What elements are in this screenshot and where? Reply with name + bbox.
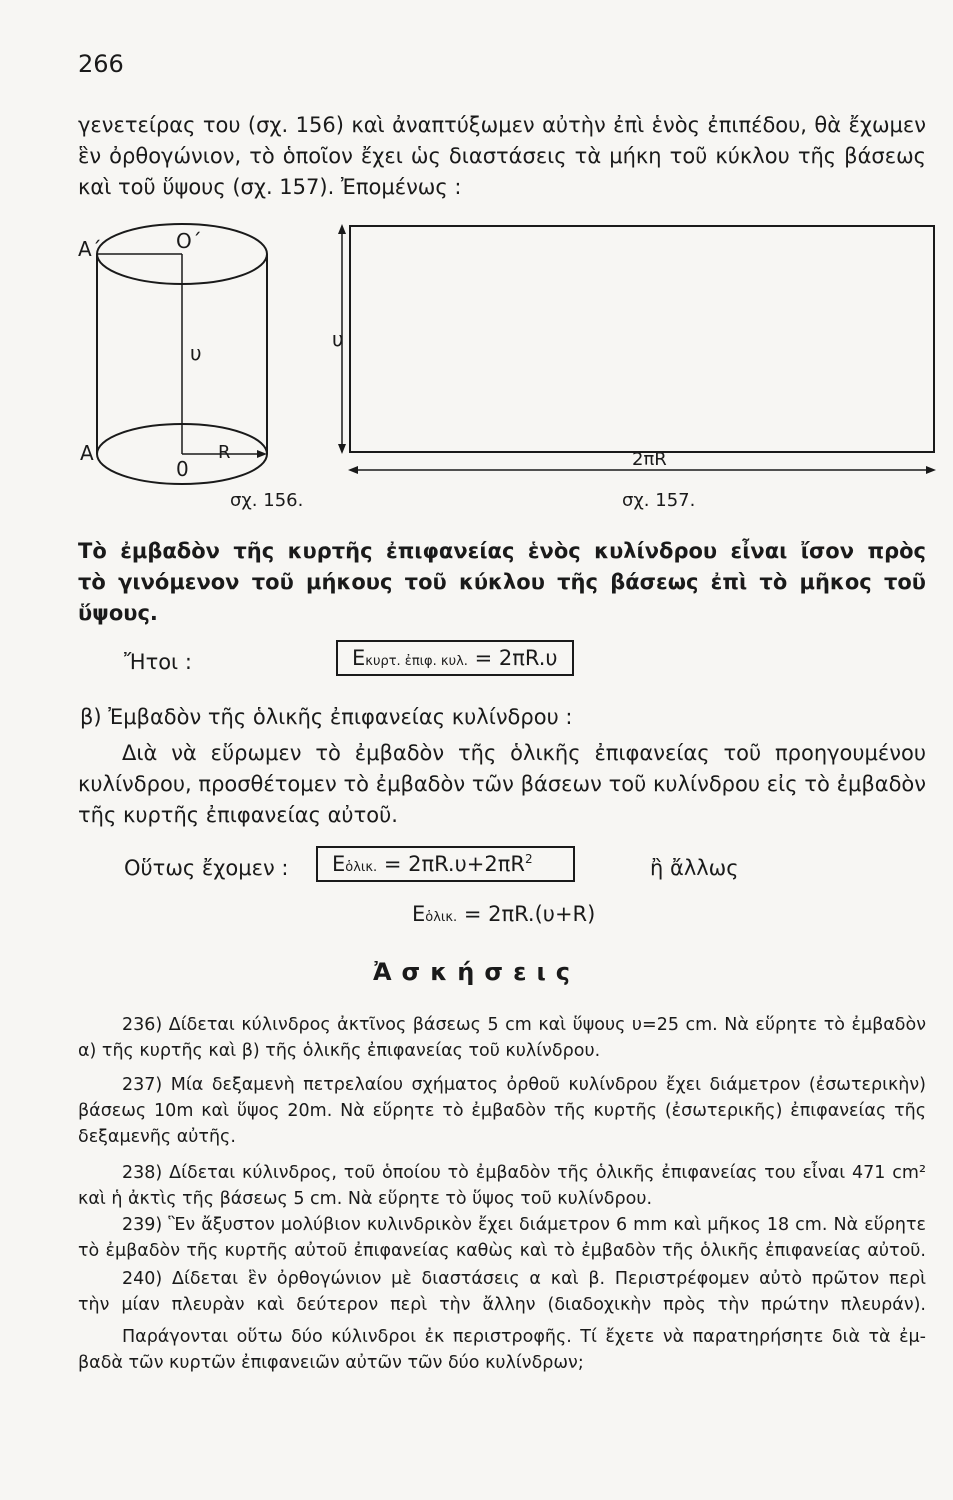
exercise-239 [78, 1212, 926, 1264]
exercise-240 [78, 1266, 926, 1376]
theorem-paragraph [78, 536, 926, 629]
exercise-line: καὶ ἡ ἀκτὶς τῆς βάσεως 5 cm. Νὰ εὕρητε τὸ ὕψος τοῦ κυλίνδρου. [78, 1189, 653, 1209]
figure-156-cylinder [97, 224, 267, 484]
exercise-line: τὸ ἐμβαδὸν τῆς κυρτῆς αὐτοῦ ἐπιφανείας καθὼς καὶ τὸ ἐμβαδὸν τῆς ὁλικῆς ἐπιφανείας αὐτοῦ. [78, 1241, 926, 1261]
figure-157-rectangle [338, 224, 936, 474]
label-a: A [80, 441, 94, 465]
label-rect-height-u: υ [332, 327, 344, 351]
figures [70, 210, 950, 520]
formula-3 [412, 902, 595, 926]
section-b-line: κυλίνδρου, προσθέτομεν τὸ ἐμβαδὸν τῶν βάσεων τοῦ κυλίνδρου εἰς τὸ ἐμβαδὸν [78, 772, 926, 796]
exercise-line: τὴν μίαν πλευρὰν καὶ δεύτερον περὶ τὴν ἄλλην (διαδοχικὴν πρὸς τὴν πρώτην πλευράν). [78, 1295, 926, 1315]
label-rect-width-2pir: 2πR [632, 449, 667, 470]
exercise-line: 236) Δίδεται κύλινδρος ἀκτῖνος βάσεως 5 cm καὶ ὕψους υ=25 cm. Νὰ εὕρητε τὸ ἐμβαδὸν [122, 1015, 926, 1035]
exercise-line: 239) Ἓν ἄξυστον μολύβιον κυλινδρικὸν ἔχει διάμετρον 6 mm καὶ μῆκος 18 cm. Νὰ εὕρητε [122, 1215, 926, 1235]
label-o: 0 [176, 457, 189, 481]
exercise-236 [78, 1012, 926, 1064]
unrolled-rectangle [350, 226, 934, 452]
exercise-line: βάσεως 10m καὶ ὕψος 20m. Νὰ εὕρητε τὸ ἐμβαδὸν τῆς κυρτῆς (ἐσωτερικῆς) ἐπιφανείας τῆς [78, 1101, 926, 1121]
height-arrow-top [338, 224, 346, 234]
formula-2-prefix: Οὕτως ἔχομεν : [124, 856, 289, 880]
exercise-line: δεξαμενῆς αὐτῆς. [78, 1127, 236, 1147]
formula-1-box [336, 640, 574, 676]
height-arrow-bottom [338, 444, 346, 454]
page-number: 266 [78, 50, 124, 78]
formula-1-rhs: = 2πR.υ [474, 646, 558, 670]
section-b-heading: β) Ἐμβαδὸν τῆς ὁλικῆς ἐπιφανείας κυλίνδρου : [80, 705, 573, 729]
exercise-238 [78, 1160, 926, 1212]
section-b-line: τῆς κυρτῆς ἐπιφανείας αὐτοῦ. [78, 803, 398, 827]
label-height-u: υ [190, 341, 202, 365]
exercise-line: α) τῆς κυρτῆς καὶ β) τῆς ὁλικῆς ἐπιφανείας τοῦ κυλίνδρου. [78, 1041, 601, 1061]
formula-2-suffix: ἢ ἄλλως [650, 856, 739, 880]
caption-figure-157: σχ. 157. [622, 490, 696, 511]
exercise-237 [78, 1072, 926, 1150]
label-a-prime: A΄ [78, 237, 102, 261]
intro-line: καὶ τοῦ ὕψους (σχ. 157). Ἐπομένως : [78, 175, 462, 199]
formula-2-subscript: ὁλικ. [345, 860, 378, 875]
exercise-line: βαδὰ τῶν κυρτῶν ἐπιφανειῶν αὐτῶν τῶν δύο κυλίνδρων; [78, 1353, 584, 1373]
formula-2-rhs: = 2πR.υ+2πR [383, 852, 525, 876]
formula-3-symbol: E [412, 902, 426, 926]
exercise-line: 237) Μία δεξαμενὴ πετρελαίου σχήματος ὀρθοῦ κυλίνδρου ἔχει διάμετρον (ἐσωτερικὴν) [122, 1075, 926, 1095]
formula-1-symbol: E [352, 646, 366, 670]
label-o-prime: O΄ [176, 229, 202, 253]
exercises-title: Ἀσκήσεις [372, 958, 581, 986]
theorem-line: τὸ γινόμενον τοῦ μήκους τοῦ κύκλου τῆς βάσεως ἐπὶ τὸ μῆκος τοῦ [78, 570, 926, 594]
width-arrow-right [926, 466, 936, 474]
formula-2-box [316, 846, 575, 882]
formula-2-symbol: E [332, 852, 346, 876]
intro-line: γενετείρας του (σχ. 156) καὶ ἀναπτύξωμεν αὐτὴν ἐπὶ ἑνὸς ἐπιπέδου, θὰ ἔχωμεν [78, 113, 926, 137]
formula-3-rhs: = 2πR.(υ+R) [463, 902, 596, 926]
width-arrow-left [348, 466, 358, 474]
formula-2-exponent: 2 [524, 852, 533, 866]
theorem-line: Τὸ ἐμβαδὸν τῆς κυρτῆς ἐπιφανείας ἑνὸς κυλίνδρου εἶναι ἴσον πρὸς [78, 539, 926, 563]
section-b-paragraph [78, 738, 926, 831]
formula-1-subscript: κυρτ. ἐπιφ. κυλ. [365, 654, 468, 669]
theorem-line: ὕψους. [78, 601, 158, 625]
exercise-line: 240) Δίδεται ἓν ὀρθογώνιον μὲ διαστάσεις α καὶ β. Περιστρέφομεν αὐτὸ πρῶτον περὶ [122, 1269, 926, 1289]
formula-3-subscript: ὁλικ. [425, 910, 458, 925]
exercise-line: Παράγονται οὕτω δύο κύλινδροι ἐκ περιστροφῆς. Τί ἔχετε νὰ παρατηρήσητε διὰ τὰ ἐμ- [122, 1327, 926, 1347]
formula-1-prefix: Ἤτοι : [124, 650, 192, 674]
intro-line: ἓν ὀρθογώνιον, τὸ ὁποῖον ἔχει ὡς διαστάσεις τὰ μήκη τοῦ κύκλου τῆς βάσεως [78, 144, 926, 168]
section-b-line: Διὰ νὰ εὕρωμεν τὸ ἐμβαδὸν τῆς ὁλικῆς ἐπιφανείας τοῦ προηγουμένου [122, 741, 926, 765]
caption-figure-156: σχ. 156. [230, 490, 304, 511]
exercise-line: 238) Δίδεται κύλινδρος, τοῦ ὁποίου τὸ ἐμβαδὸν τῆς ὁλικῆς ἐπιφανείας του εἶναι 471 cm² [122, 1163, 926, 1183]
radius-arrow-head [257, 450, 267, 458]
intro-paragraph [78, 110, 926, 203]
label-radius-r: R [218, 442, 231, 463]
